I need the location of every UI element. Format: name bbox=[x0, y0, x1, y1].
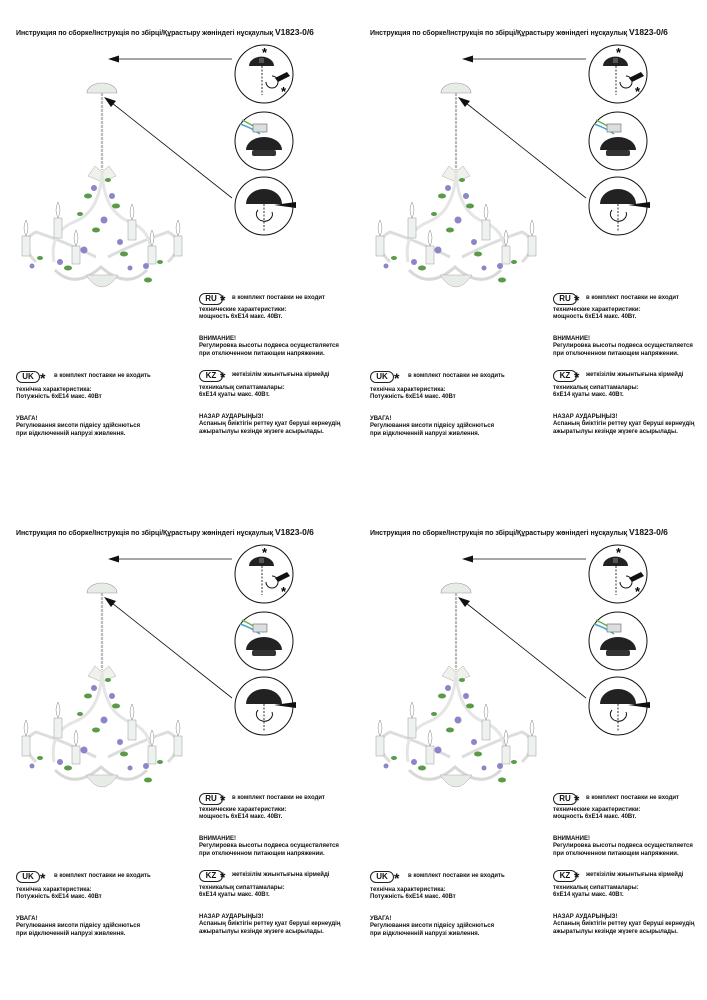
uk-warning: УВАГА! Регулювання висоти підвісу здійснються при відключенній напрузі живлення. bbox=[16, 416, 141, 437]
uk-warning: УВАГА! Регулювання висоти підвісу здійснються при відключенній напрузі живлення. bbox=[16, 916, 141, 937]
kz-warning: НАЗАР АУДАРЫҢЫЗ! Аспаның биіктігін реттеу қуат беруші кернеудің ажыратылуы кезінде жүзеге асырылады. bbox=[553, 914, 695, 935]
svg-text:*: * bbox=[262, 545, 268, 560]
marker-star: * bbox=[220, 369, 226, 385]
sheet-title: Инструкция по сборке/Інструкція по збірці/Құрастыру жөніндегі нұсқаулық V1823-0/6 bbox=[370, 27, 668, 37]
marker-star: * bbox=[220, 869, 226, 885]
height-adjust-detail-icon bbox=[589, 677, 650, 735]
svg-text:*: * bbox=[281, 584, 287, 599]
instruction-sheet-4 bbox=[354, 500, 707, 1000]
marker-star: * bbox=[394, 870, 400, 886]
uk-warning: УВАГА! Регулювання висоти підвісу здійснються при відключенній напрузі живлення. bbox=[370, 916, 495, 937]
ru-specs: технические характеристики: мощность 6xE14 макс. 40Вт. bbox=[553, 807, 641, 821]
kz-warning: НАЗАР АУДАРЫҢЫЗ! Аспаның биіктігін реттеу қуат беруші кернеудің ажыратылуы кезінде жүзеге асырылады. bbox=[199, 914, 341, 935]
uk-not-included: в комплект поставки не входить bbox=[54, 873, 151, 879]
kz-badge: KZ bbox=[199, 870, 223, 882]
marker-star: * bbox=[394, 370, 400, 386]
svg-text:*: * bbox=[616, 545, 622, 560]
kz-badge: KZ bbox=[553, 370, 577, 382]
kz-warning: НАЗАР АУДАРЫҢЫЗ! Аспаның биіктігін реттеу қуат беруші кернеудің ажыратылуы кезінде жүзеге асырылады. bbox=[553, 414, 695, 435]
kz-not-included: жеткізілім жиынтығына кірмейді bbox=[586, 372, 684, 378]
uk-badge: UK bbox=[370, 871, 394, 883]
ceiling-cup-detail-icon bbox=[235, 45, 293, 103]
sheet-title: Инструкция по сборке/Інструкція по збірці/Құрастыру жөніндегі нұсқаулық V1823-0/6 bbox=[16, 27, 314, 37]
uk-specs: технічна характеристика: Потужність 6хЕ14 макс. 40Вт bbox=[370, 387, 456, 401]
marker-star: * bbox=[220, 792, 226, 808]
kz-badge: KZ bbox=[199, 370, 223, 382]
ru-not-included: в комплект поставки не входит bbox=[232, 295, 325, 301]
ceiling-cup-detail-icon bbox=[235, 545, 293, 603]
wiring-detail-icon bbox=[235, 112, 293, 170]
ru-badge: RU bbox=[199, 793, 223, 805]
marker-star: * bbox=[40, 870, 46, 886]
kz-specs: техникалық сипаттамалары: 6xE14 қуаты макс. 40Вт. bbox=[199, 885, 285, 899]
marker-star: * bbox=[40, 370, 46, 386]
ru-warning: ВНИМАНИЕ! Регулировка высоты подвеса осуществляется при отключенном питающем напряжении. bbox=[199, 336, 339, 357]
uk-not-included: в комплект поставки не входить bbox=[408, 873, 505, 879]
uk-not-included: в комплект поставки не входить bbox=[54, 373, 151, 379]
marker-star: * bbox=[220, 292, 226, 308]
wiring-detail-icon bbox=[589, 612, 647, 670]
uk-not-included: в комплект поставки не входить bbox=[408, 373, 505, 379]
svg-text:*: * bbox=[281, 84, 287, 99]
svg-text:*: * bbox=[635, 84, 641, 99]
kz-not-included: жеткізілім жиынтығына кірмейді bbox=[232, 372, 330, 378]
kz-not-included: жеткізілім жиынтығына кірмейді bbox=[586, 872, 684, 878]
ru-specs: технические характеристики: мощность 6xE14 макс. 40Вт. bbox=[199, 307, 287, 321]
kz-specs: техникалық сипаттамалары: 6xE14 қуаты макс. 40Вт. bbox=[553, 385, 639, 399]
instruction-sheet-2 bbox=[354, 0, 707, 500]
uk-badge: UK bbox=[16, 871, 40, 883]
svg-text:*: * bbox=[616, 45, 622, 60]
sheet-title: Инструкция по сборке/Інструкція по збірці/Құрастыру жөніндегі нұсқаулық V1823-0/6 bbox=[370, 527, 668, 537]
ru-specs: технические характеристики: мощность 6xE14 макс. 40Вт. bbox=[553, 307, 641, 321]
kz-badge: KZ bbox=[553, 870, 577, 882]
marker-star: * bbox=[574, 869, 580, 885]
ru-specs: технические характеристики: мощность 6xE14 макс. 40Вт. bbox=[199, 807, 287, 821]
ceiling-cup-detail-icon bbox=[589, 545, 647, 603]
height-adjust-detail-icon bbox=[235, 677, 296, 735]
ru-badge: RU bbox=[553, 293, 577, 305]
ru-badge: RU bbox=[553, 793, 577, 805]
ru-warning: ВНИМАНИЕ! Регулировка высоты подвеса осуществляется при отключенном питающем напряжении. bbox=[199, 836, 339, 857]
uk-warning: УВАГА! Регулювання висоти підвісу здійснються при відключенній напрузі живлення. bbox=[370, 416, 495, 437]
chandelier-illustration bbox=[0, 500, 353, 800]
uk-specs: технічна характеристика: Потужність 6хЕ14 макс. 40Вт bbox=[16, 387, 102, 401]
chandelier-illustration bbox=[354, 0, 707, 300]
uk-specs: технічна характеристика: Потужність 6хЕ14 макс. 40Вт bbox=[16, 887, 102, 901]
kz-specs: техникалық сипаттамалары: 6xE14 қуаты макс. 40Вт. bbox=[553, 885, 639, 899]
chandelier-illustration bbox=[354, 500, 707, 800]
ru-warning: ВНИМАНИЕ! Регулировка высоты подвеса осуществляется при отключенном питающем напряжении. bbox=[553, 336, 693, 357]
wiring-detail-icon bbox=[589, 112, 647, 170]
kz-warning: НАЗАР АУДАРЫҢЫЗ! Аспаның биіктігін реттеу қуат беруші кернеудің ажыратылуы кезінде жүзеге асырылады. bbox=[199, 414, 341, 435]
ru-badge: RU bbox=[199, 293, 223, 305]
ru-not-included: в комплект поставки не входит bbox=[586, 295, 679, 301]
chandelier-illustration bbox=[0, 0, 353, 300]
svg-text:*: * bbox=[262, 45, 268, 60]
uk-badge: UK bbox=[370, 371, 394, 383]
ru-not-included: в комплект поставки не входит bbox=[586, 795, 679, 801]
marker-star: * bbox=[574, 792, 580, 808]
marker-star: * bbox=[574, 292, 580, 308]
ru-not-included: в комплект поставки не входит bbox=[232, 795, 325, 801]
instruction-sheet-3 bbox=[0, 500, 353, 1000]
uk-specs: технічна характеристика: Потужність 6хЕ14 макс. 40Вт bbox=[370, 887, 456, 901]
instruction-sheet-1 bbox=[0, 0, 353, 500]
wiring-detail-icon bbox=[235, 612, 293, 670]
ceiling-cup-detail-icon bbox=[589, 45, 647, 103]
height-adjust-detail-icon bbox=[589, 177, 650, 235]
sheet-title: Инструкция по сборке/Інструкція по збірці/Құрастыру жөніндегі нұсқаулық V1823-0/6 bbox=[16, 527, 314, 537]
kz-specs: техникалық сипаттамалары: 6xE14 қуаты макс. 40Вт. bbox=[199, 385, 285, 399]
marker-star: * bbox=[574, 369, 580, 385]
height-adjust-detail-icon bbox=[235, 177, 296, 235]
ru-warning: ВНИМАНИЕ! Регулировка высоты подвеса осуществляется при отключенном питающем напряжении. bbox=[553, 836, 693, 857]
kz-not-included: жеткізілім жиынтығына кірмейді bbox=[232, 872, 330, 878]
svg-text:*: * bbox=[635, 584, 641, 599]
uk-badge: UK bbox=[16, 371, 40, 383]
